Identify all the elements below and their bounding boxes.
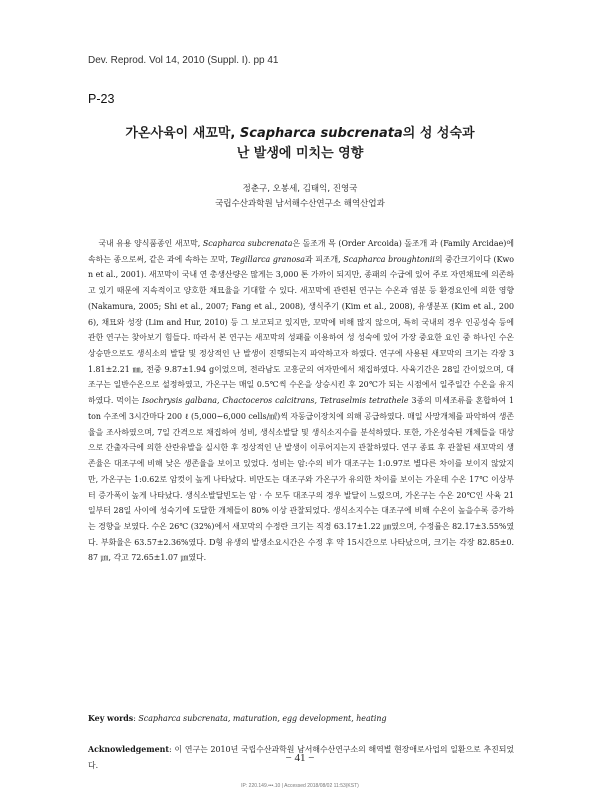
paper-title-line-1: [60, 124, 540, 144]
abstract-text-run: 의 중간크기이다 (Kwon et al., 2001). 새꼬막이 국내 연 총생산량은 많게는 3,000 톤 가까이 되지만, 종패의 수급에 있어 주로 자연채묘에 의존하고 있기 때문에 지속적이고 양호한 채묘율을 기대할 수 있다. 새꼬막에 관련된 연구는 수온과 염분 등 환경요인에 의한 영향 (Nakamura, 2005; Shi et al., 2007; Fang et al., 2008), 생식주기 (Kim et al., 2008), 유생분포 (Kim et al., 2006), 채묘와 성장 (Lim and Hur, 2010) 등 그 보고되고 있지만, 꼬막에 비해 많지 않으며, 특히 국내의 경우 인공성숙 등에 관한 연구는 찾아보기 힘들다. 따라서 본 연구는 새꼬막의 성패를 이용하여 성 성숙에 있어 가장 중요한 요인 중 하나인 수온 상승만으로도 생식소의 발달 및 정상적인 난 발생이 진행되는지 파악하고자 하였다. 연구에 사용된 새꼬막의 크기는 각장 31.81±2.21 ㎜, 전중 9.87±1.94 g이었으며, 전라남도 고흥군의 여자만에서 채집하였다. 사육기간은 28일 간이었으며, 대조구는 일반수온으로 설정하였고, 가온구는 매일 0.5℃씩 수온을 상승시킨 후 20℃가 되는 시점에서 일주일간 수온을 유지하였다. 먹이는: [88, 254, 514, 406]
title-prefix: 가온사육이 새꼬막,: [125, 126, 240, 141]
page-number: − 41 −: [285, 752, 315, 764]
acknowledgement: Acknowledgement: 이 연구는 2010년 국립수산과학원 남서해수산연구소의 해역별 현장애로사업의 일환으로 추진되었다.: [88, 745, 514, 770]
abstract-text-run: 과 피조개,: [304, 254, 344, 264]
author-list: 정춘구, 오봉세, 김태익, 진영국: [242, 184, 358, 194]
title-species-name: Scapharca subcrenata: [239, 126, 403, 141]
keywords: Key words: Scapharca subcrenata, maturation, egg development, heating: [88, 714, 387, 723]
journal-citation: Dev. Reprod. Vol 14, 2010 (Suppl. I). pp 41: [88, 55, 279, 66]
abstract-body: [88, 236, 514, 566]
access-footer: IP: 220.149.•••.10 | Accessed 2018/08/02 11:53(KST): [241, 783, 359, 789]
acknowledgement-text: 이 연구는 2010년 국립수산과학원 남서해수산연구소의 해역별 현장애로사업의 일환으로 추진되었다.: [88, 745, 514, 770]
abstract-text-run: 국내 유용 양식품종인 새꼬막,: [98, 239, 203, 248]
abstract-text-run: 은 돌조개 목 (Order Arcoida) 돌조개 과 (Family Arcidae)에 속하는 종으로써, 같은 과에 속하는 꼬막,: [88, 239, 514, 264]
abstract-code: P-23: [88, 92, 115, 106]
author-affiliation: 국립수산과학원 남서해수산연구소 해역산업과: [215, 199, 385, 209]
paragraph-indent: [88, 239, 98, 248]
keywords-text: Scapharca subcrenata, maturation, egg development, heating: [138, 714, 387, 723]
abstract-species-name: Scapharca broughtonii: [343, 254, 435, 264]
paper-title-line-2: 난 발생에 미치는 영향: [236, 146, 364, 161]
title-suffix: 의 성 성숙과: [402, 126, 475, 141]
abstract-species-name: Isochrysis galbana, Chactoceros calcitrans, Tetraselmis tetrathele: [142, 396, 409, 406]
abstract-text-run: 3종의 미세조류를 혼합하여 1 ton 수조에 3시간마다 200 ℓ (5,000∼6,000 cells/㎖)씩 자동급이장치에 의해 공급하였다. 매일 사망개체를 파악하여 생존율을 조사하였으며, 7일 간격으로 채집하여 성비, 생식소발달 및 생식소지수를 분석하였다. 또한, 가온성숙된 개체들을 대상으로 간출자극에 의한 산란유발을 실시한 후 정상적인 난 발생이 이루어지는지 관찰하였다. 연구 종료 후 관찰된 새꼬막의 생존율은 대조구에 비해 낮은 생존율을 보이고 있었다. 성비는 암:수의 비가 대조구는 1:0.97로 별다른 차이를 보이지 않았지만, 가온구는 1:0.62로 암컷이 높게 나타났다. 비만도는 대조구와 가온구가 유의한 차이를 보이는 가운데 수온 17℃ 이상부터 증가폭이 높게 나타났다. 생식소발달빈도는 암 · 수 모두 대조구의 경우 발달이 느렸으며, 가온구는 수온 20℃인 사육 21일부터 28일 사이에 성숙기에 도달한 개체들이 80% 이상 관찰되었다. 생식소지수는 대조구에 비해 수온이 높을수록 증가하는 경향을 보였다. 수온 26℃ (32%)에서 새꼬막의 수정란 크기는 직경 63.17±1.22 ㎛였으며, 수정률은 82.17±3.55%였다. 부화율은 63.57±2.36%였다. D형 유생의 발생소요시간은 수정 후 약 15시간으로 나타났으며, 크기는 각장 82.85±0.87 ㎛, 각고 72.65±1.07 ㎛였다.: [88, 396, 515, 563]
abstract-species-name: Tegillarca granosa: [230, 254, 305, 264]
keywords-label: Key words: [88, 714, 134, 723]
abstract-species-name: Scapharca subcrenata: [202, 239, 293, 248]
acknowledgement-label: Acknowledgement: [88, 745, 170, 754]
